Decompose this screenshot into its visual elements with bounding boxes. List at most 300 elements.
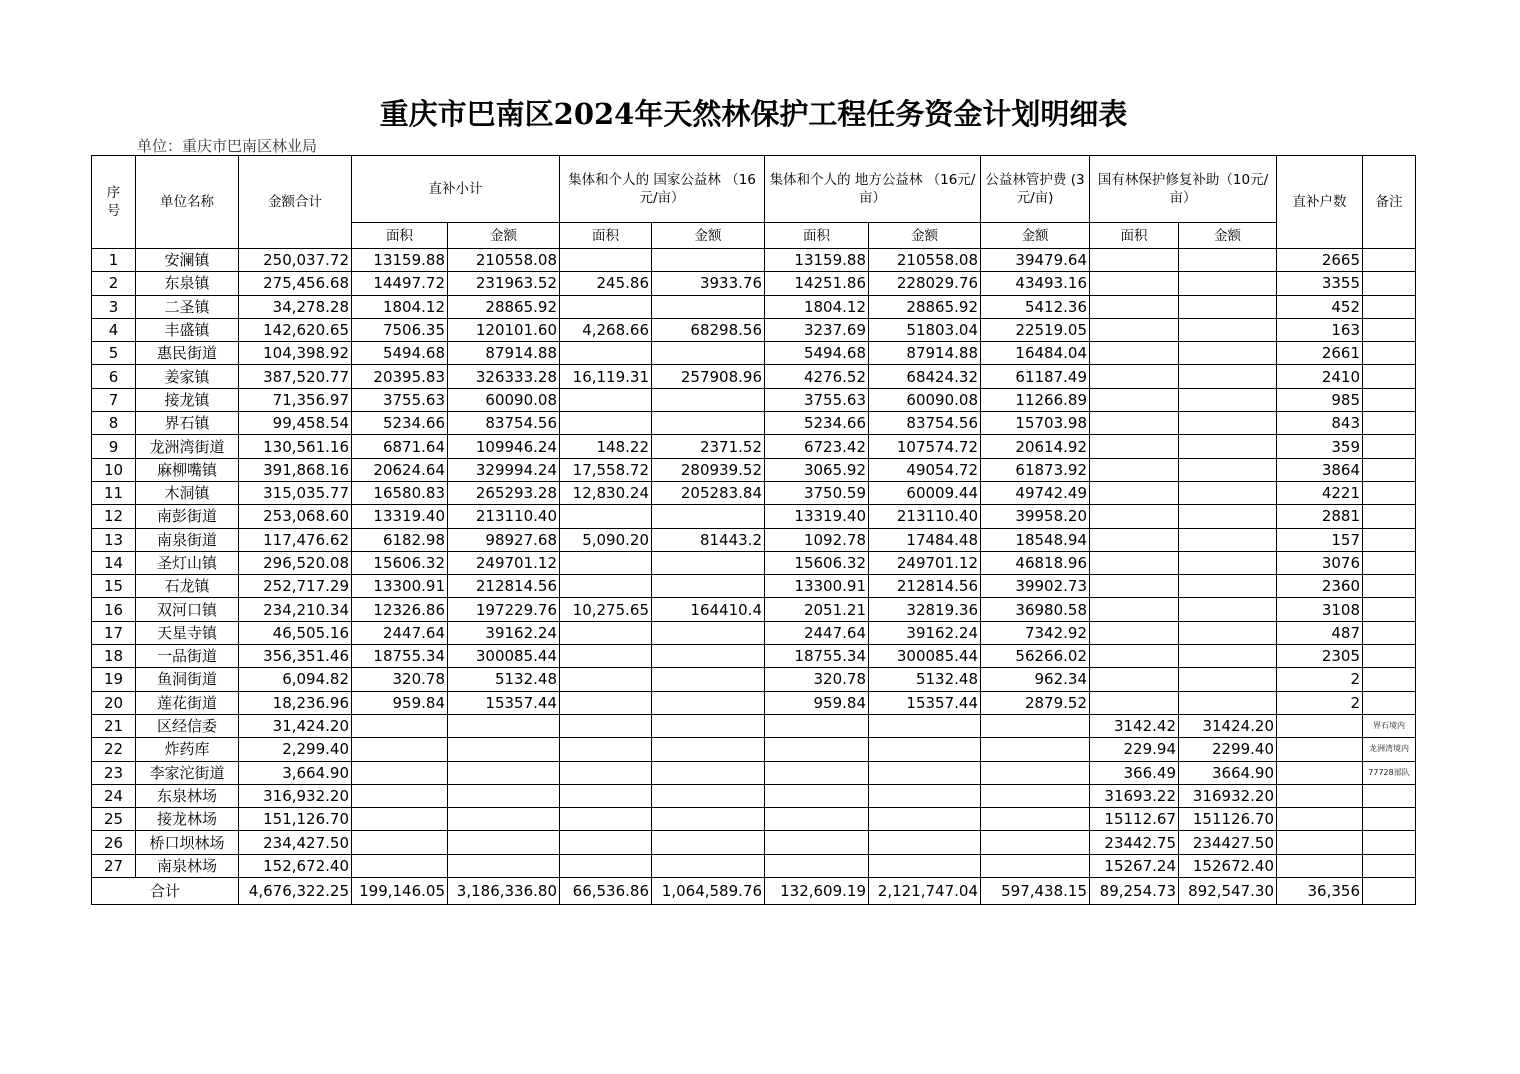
seq-cell: 27 xyxy=(92,854,136,877)
state-amount-cell: 234427.50 xyxy=(1179,831,1277,854)
seq-cell: 13 xyxy=(92,528,136,551)
direct-area-cell: 1804.12 xyxy=(352,295,448,318)
households-cell: 3108 xyxy=(1277,598,1363,621)
national-area-cell xyxy=(560,645,652,668)
national-amount-cell xyxy=(652,388,765,411)
totals-label: 合计 xyxy=(92,878,239,905)
remark-cell xyxy=(1363,551,1416,574)
remark-cell xyxy=(1363,505,1416,528)
state-amount-cell xyxy=(1179,295,1277,318)
seq-cell: 26 xyxy=(92,831,136,854)
local-area-cell: 2447.64 xyxy=(765,621,869,644)
state-amount-cell: 316932.20 xyxy=(1179,784,1277,807)
state-area-cell xyxy=(1090,435,1179,458)
header-remark: 备注 xyxy=(1363,156,1416,249)
national-amount-cell: 280939.52 xyxy=(652,458,765,481)
direct-amount-cell: 329994.24 xyxy=(448,458,560,481)
national-amount-cell xyxy=(652,808,765,831)
local-amount-cell: 228029.76 xyxy=(869,272,981,295)
direct-amount-cell: 15357.44 xyxy=(448,691,560,714)
header-local-amount: 金额 xyxy=(869,223,981,249)
name-cell: 区经信委 xyxy=(136,714,239,737)
header-state-amount: 金额 xyxy=(1179,223,1277,249)
direct-amount-cell xyxy=(448,808,560,831)
name-cell: 南彭街道 xyxy=(136,505,239,528)
national-area-cell xyxy=(560,342,652,365)
national-amount-cell xyxy=(652,691,765,714)
remark-cell xyxy=(1363,575,1416,598)
total-cell: 2,299.40 xyxy=(239,738,352,761)
mgmt-amount-cell: 18548.94 xyxy=(981,528,1090,551)
households-cell xyxy=(1277,738,1363,761)
state-amount-cell xyxy=(1179,272,1277,295)
name-cell: 丰盛镇 xyxy=(136,318,239,341)
table-row xyxy=(92,714,1416,737)
seq-cell: 22 xyxy=(92,738,136,761)
state-area-cell xyxy=(1090,295,1179,318)
local-area-cell xyxy=(765,784,869,807)
national-amount-cell xyxy=(652,854,765,877)
local-amount-cell: 300085.44 xyxy=(869,645,981,668)
table-row xyxy=(92,645,1416,668)
name-cell: 双河口镇 xyxy=(136,598,239,621)
header-row-1 xyxy=(92,156,1416,223)
direct-amount-cell: 265293.28 xyxy=(448,481,560,504)
state-area-cell xyxy=(1090,668,1179,691)
households-cell: 3355 xyxy=(1277,272,1363,295)
households-cell: 2 xyxy=(1277,691,1363,714)
seq-cell: 3 xyxy=(92,295,136,318)
totals-households-cell: 36,356 xyxy=(1277,878,1363,905)
local-amount-cell xyxy=(869,854,981,877)
direct-area-cell xyxy=(352,831,448,854)
households-cell xyxy=(1277,714,1363,737)
local-area-cell: 3750.59 xyxy=(765,481,869,504)
state-area-cell xyxy=(1090,249,1179,272)
table-row xyxy=(92,598,1416,621)
header-total: 金额合计 xyxy=(239,156,352,249)
state-area-cell xyxy=(1090,412,1179,435)
local-area-cell xyxy=(765,761,869,784)
direct-amount-cell: 213110.40 xyxy=(448,505,560,528)
state-area-cell xyxy=(1090,528,1179,551)
table-row xyxy=(92,738,1416,761)
table-body xyxy=(92,156,1416,905)
direct-area-cell: 12326.86 xyxy=(352,598,448,621)
direct-area-cell: 14497.72 xyxy=(352,272,448,295)
total-cell: 250,037.72 xyxy=(239,249,352,272)
state-area-cell xyxy=(1090,691,1179,714)
local-area-cell: 6723.42 xyxy=(765,435,869,458)
national-area-cell xyxy=(560,854,652,877)
remark-cell xyxy=(1363,342,1416,365)
mgmt-amount-cell xyxy=(981,761,1090,784)
state-amount-cell xyxy=(1179,528,1277,551)
state-amount-cell xyxy=(1179,318,1277,341)
total-cell: 391,868.16 xyxy=(239,458,352,481)
table-row xyxy=(92,551,1416,574)
direct-amount-cell: 109946.24 xyxy=(448,435,560,458)
seq-cell: 24 xyxy=(92,784,136,807)
national-amount-cell: 68298.56 xyxy=(652,318,765,341)
local-area-cell xyxy=(765,808,869,831)
local-amount-cell xyxy=(869,808,981,831)
national-amount-cell xyxy=(652,738,765,761)
header-seq: 序号 xyxy=(92,156,136,249)
mgmt-amount-cell: 962.34 xyxy=(981,668,1090,691)
remark-cell xyxy=(1363,272,1416,295)
direct-area-cell: 18755.34 xyxy=(352,645,448,668)
table-row xyxy=(92,481,1416,504)
mgmt-amount-cell xyxy=(981,714,1090,737)
remark-cell xyxy=(1363,598,1416,621)
mgmt-amount-cell: 36980.58 xyxy=(981,598,1090,621)
direct-amount-cell: 231963.52 xyxy=(448,272,560,295)
table-row xyxy=(92,528,1416,551)
direct-area-cell: 13300.91 xyxy=(352,575,448,598)
state-amount-cell xyxy=(1179,249,1277,272)
state-area-cell xyxy=(1090,318,1179,341)
direct-amount-cell xyxy=(448,761,560,784)
header-local: 集体和个人的 地方公益林 （16元/亩） xyxy=(765,156,981,223)
total-cell: 356,351.46 xyxy=(239,645,352,668)
households-cell xyxy=(1277,761,1363,784)
total-cell: 71,356.97 xyxy=(239,388,352,411)
direct-amount-cell: 98927.68 xyxy=(448,528,560,551)
state-amount-cell xyxy=(1179,458,1277,481)
direct-area-cell: 20624.64 xyxy=(352,458,448,481)
national-area-cell: 4,268.66 xyxy=(560,318,652,341)
local-amount-cell: 83754.56 xyxy=(869,412,981,435)
direct-amount-cell: 210558.08 xyxy=(448,249,560,272)
local-amount-cell: 49054.72 xyxy=(869,458,981,481)
table-row xyxy=(92,318,1416,341)
name-cell: 木洞镇 xyxy=(136,481,239,504)
direct-area-cell: 13319.40 xyxy=(352,505,448,528)
households-cell: 2410 xyxy=(1277,365,1363,388)
total-cell: 99,458.54 xyxy=(239,412,352,435)
seq-cell: 11 xyxy=(92,481,136,504)
state-amount-cell: 31424.20 xyxy=(1179,714,1277,737)
state-amount-cell xyxy=(1179,435,1277,458)
mgmt-amount-cell: 7342.92 xyxy=(981,621,1090,644)
state-amount-cell xyxy=(1179,551,1277,574)
national-area-cell xyxy=(560,668,652,691)
direct-area-cell xyxy=(352,761,448,784)
seq-cell: 10 xyxy=(92,458,136,481)
state-area-cell xyxy=(1090,481,1179,504)
national-area-cell xyxy=(560,412,652,435)
households-cell xyxy=(1277,831,1363,854)
local-amount-cell xyxy=(869,831,981,854)
seq-cell: 17 xyxy=(92,621,136,644)
direct-amount-cell: 87914.88 xyxy=(448,342,560,365)
name-cell: 二圣镇 xyxy=(136,295,239,318)
state-area-cell: 229.94 xyxy=(1090,738,1179,761)
name-cell: 麻柳嘴镇 xyxy=(136,458,239,481)
remark-cell xyxy=(1363,668,1416,691)
local-area-cell xyxy=(765,738,869,761)
name-cell: 东泉林场 xyxy=(136,784,239,807)
total-cell: 130,561.16 xyxy=(239,435,352,458)
total-cell: 387,520.77 xyxy=(239,365,352,388)
header-mgmt-amount: 金额 xyxy=(981,223,1090,249)
mgmt-amount-cell: 46818.96 xyxy=(981,551,1090,574)
mgmt-amount-cell: 11266.89 xyxy=(981,388,1090,411)
national-area-cell xyxy=(560,761,652,784)
name-cell: 界石镇 xyxy=(136,412,239,435)
table-row xyxy=(92,691,1416,714)
direct-amount-cell xyxy=(448,831,560,854)
households-cell: 2360 xyxy=(1277,575,1363,598)
state-area-cell xyxy=(1090,575,1179,598)
households-cell: 487 xyxy=(1277,621,1363,644)
state-amount-cell: 151126.70 xyxy=(1179,808,1277,831)
header-national: 集体和个人的 国家公益林 （16元/亩） xyxy=(560,156,765,223)
national-area-cell xyxy=(560,621,652,644)
state-area-cell xyxy=(1090,365,1179,388)
local-area-cell: 14251.86 xyxy=(765,272,869,295)
remark-cell xyxy=(1363,249,1416,272)
mgmt-amount-cell: 39479.64 xyxy=(981,249,1090,272)
total-cell: 315,035.77 xyxy=(239,481,352,504)
table-row xyxy=(92,761,1416,784)
total-cell: 151,126.70 xyxy=(239,808,352,831)
seq-cell: 15 xyxy=(92,575,136,598)
mgmt-amount-cell xyxy=(981,784,1090,807)
mgmt-amount-cell: 61187.49 xyxy=(981,365,1090,388)
mgmt-amount-cell: 39902.73 xyxy=(981,575,1090,598)
local-amount-cell: 32819.36 xyxy=(869,598,981,621)
national-area-cell: 16,119.31 xyxy=(560,365,652,388)
mgmt-amount-cell: 2879.52 xyxy=(981,691,1090,714)
households-cell: 2305 xyxy=(1277,645,1363,668)
remark-cell xyxy=(1363,784,1416,807)
remark-cell xyxy=(1363,412,1416,435)
households-cell xyxy=(1277,808,1363,831)
totals-state-area-cell: 89,254.73 xyxy=(1090,878,1179,905)
national-amount-cell xyxy=(652,645,765,668)
remark-cell: 77728部队 xyxy=(1363,761,1416,784)
direct-area-cell xyxy=(352,854,448,877)
header-national-amount: 金额 xyxy=(652,223,765,249)
national-amount-cell: 205283.84 xyxy=(652,481,765,504)
national-area-cell xyxy=(560,388,652,411)
national-area-cell: 5,090.20 xyxy=(560,528,652,551)
total-cell: 253,068.60 xyxy=(239,505,352,528)
state-amount-cell xyxy=(1179,412,1277,435)
households-cell: 2 xyxy=(1277,668,1363,691)
local-area-cell: 1804.12 xyxy=(765,295,869,318)
header-name: 单位名称 xyxy=(136,156,239,249)
name-cell: 安澜镇 xyxy=(136,249,239,272)
direct-amount-cell: 83754.56 xyxy=(448,412,560,435)
total-cell: 104,398.92 xyxy=(239,342,352,365)
state-area-cell: 3142.42 xyxy=(1090,714,1179,737)
local-area-cell: 3755.63 xyxy=(765,388,869,411)
remark-cell xyxy=(1363,854,1416,877)
direct-amount-cell: 5132.48 xyxy=(448,668,560,691)
national-area-cell xyxy=(560,738,652,761)
national-area-cell xyxy=(560,249,652,272)
seq-cell: 19 xyxy=(92,668,136,691)
table-row xyxy=(92,342,1416,365)
direct-area-cell: 3755.63 xyxy=(352,388,448,411)
state-area-cell xyxy=(1090,621,1179,644)
national-amount-cell xyxy=(652,412,765,435)
national-amount-cell: 81443.2 xyxy=(652,528,765,551)
local-amount-cell xyxy=(869,738,981,761)
table-row xyxy=(92,575,1416,598)
total-cell: 6,094.82 xyxy=(239,668,352,691)
households-cell xyxy=(1277,854,1363,877)
totals-national-area-cell: 66,536.86 xyxy=(560,878,652,905)
header-national-area: 面积 xyxy=(560,223,652,249)
state-area-cell xyxy=(1090,272,1179,295)
national-amount-cell: 257908.96 xyxy=(652,365,765,388)
national-area-cell: 148.22 xyxy=(560,435,652,458)
national-amount-cell xyxy=(652,342,765,365)
state-amount-cell xyxy=(1179,691,1277,714)
direct-amount-cell xyxy=(448,784,560,807)
direct-amount-cell: 249701.12 xyxy=(448,551,560,574)
remark-cell: 界石境内 xyxy=(1363,714,1416,737)
name-cell: 石龙镇 xyxy=(136,575,239,598)
national-area-cell xyxy=(560,808,652,831)
totals-direct-area-cell: 199,146.05 xyxy=(352,878,448,905)
national-area-cell: 12,830.24 xyxy=(560,481,652,504)
name-cell: 桥口坝林场 xyxy=(136,831,239,854)
direct-area-cell: 6182.98 xyxy=(352,528,448,551)
total-cell: 234,427.50 xyxy=(239,831,352,854)
local-amount-cell: 249701.12 xyxy=(869,551,981,574)
totals-direct-amount-cell: 3,186,336.80 xyxy=(448,878,560,905)
remark-cell xyxy=(1363,435,1416,458)
total-cell: 275,456.68 xyxy=(239,272,352,295)
remark-cell xyxy=(1363,318,1416,341)
seq-cell: 4 xyxy=(92,318,136,341)
table-row xyxy=(92,388,1416,411)
local-area-cell: 959.84 xyxy=(765,691,869,714)
table-row xyxy=(92,808,1416,831)
name-cell: 接龙镇 xyxy=(136,388,239,411)
mgmt-amount-cell: 39958.20 xyxy=(981,505,1090,528)
name-cell: 炸药库 xyxy=(136,738,239,761)
state-amount-cell xyxy=(1179,575,1277,598)
state-area-cell xyxy=(1090,645,1179,668)
seq-cell: 1 xyxy=(92,249,136,272)
state-area-cell xyxy=(1090,458,1179,481)
local-amount-cell xyxy=(869,714,981,737)
local-amount-cell: 51803.04 xyxy=(869,318,981,341)
national-amount-cell xyxy=(652,505,765,528)
remark-cell xyxy=(1363,388,1416,411)
name-cell: 圣灯山镇 xyxy=(136,551,239,574)
remark-cell xyxy=(1363,645,1416,668)
totals-mgmt-amount-cell: 597,438.15 xyxy=(981,878,1090,905)
total-cell: 152,672.40 xyxy=(239,854,352,877)
local-area-cell: 320.78 xyxy=(765,668,869,691)
mgmt-amount-cell: 49742.49 xyxy=(981,481,1090,504)
local-area-cell: 3237.69 xyxy=(765,318,869,341)
local-amount-cell xyxy=(869,761,981,784)
national-amount-cell xyxy=(652,761,765,784)
totals-local-amount-cell: 2,121,747.04 xyxy=(869,878,981,905)
total-cell: 31,424.20 xyxy=(239,714,352,737)
state-area-cell: 15267.24 xyxy=(1090,854,1179,877)
mgmt-amount-cell: 43493.16 xyxy=(981,272,1090,295)
table-row xyxy=(92,831,1416,854)
local-area-cell xyxy=(765,831,869,854)
households-cell: 2661 xyxy=(1277,342,1363,365)
state-area-cell: 23442.75 xyxy=(1090,831,1179,854)
state-amount-cell xyxy=(1179,388,1277,411)
national-area-cell: 245.86 xyxy=(560,272,652,295)
header-state-area: 面积 xyxy=(1090,223,1179,249)
national-area-cell xyxy=(560,295,652,318)
direct-amount-cell: 300085.44 xyxy=(448,645,560,668)
table-row xyxy=(92,505,1416,528)
national-amount-cell xyxy=(652,784,765,807)
mgmt-amount-cell xyxy=(981,854,1090,877)
seq-cell: 20 xyxy=(92,691,136,714)
totals-local-area-cell: 132,609.19 xyxy=(765,878,869,905)
total-cell: 117,476.62 xyxy=(239,528,352,551)
direct-area-cell: 20395.83 xyxy=(352,365,448,388)
totals-state-amount-cell: 892,547.30 xyxy=(1179,878,1277,905)
name-cell: 莲花街道 xyxy=(136,691,239,714)
seq-cell: 9 xyxy=(92,435,136,458)
local-amount-cell: 60009.44 xyxy=(869,481,981,504)
households-cell: 452 xyxy=(1277,295,1363,318)
remark-cell xyxy=(1363,295,1416,318)
table-row xyxy=(92,365,1416,388)
direct-area-cell: 959.84 xyxy=(352,691,448,714)
seq-cell: 6 xyxy=(92,365,136,388)
direct-area-cell: 2447.64 xyxy=(352,621,448,644)
direct-amount-cell: 39162.24 xyxy=(448,621,560,644)
state-amount-cell xyxy=(1179,505,1277,528)
direct-amount-cell xyxy=(448,714,560,737)
header-local-area: 面积 xyxy=(765,223,869,249)
seq-cell: 16 xyxy=(92,598,136,621)
state-amount-cell xyxy=(1179,645,1277,668)
local-area-cell: 13300.91 xyxy=(765,575,869,598)
direct-amount-cell: 326333.28 xyxy=(448,365,560,388)
remark-cell: 龙洲湾境内 xyxy=(1363,738,1416,761)
seq-cell: 5 xyxy=(92,342,136,365)
national-area-cell xyxy=(560,551,652,574)
direct-amount-cell: 197229.76 xyxy=(448,598,560,621)
mgmt-amount-cell: 56266.02 xyxy=(981,645,1090,668)
table-row xyxy=(92,412,1416,435)
name-cell: 姜家镇 xyxy=(136,365,239,388)
national-amount-cell xyxy=(652,551,765,574)
national-amount-cell xyxy=(652,621,765,644)
direct-amount-cell: 120101.60 xyxy=(448,318,560,341)
direct-area-cell: 16580.83 xyxy=(352,481,448,504)
local-amount-cell: 28865.92 xyxy=(869,295,981,318)
total-cell: 252,717.29 xyxy=(239,575,352,598)
national-amount-cell xyxy=(652,831,765,854)
table-row xyxy=(92,854,1416,877)
mgmt-amount-cell: 61873.92 xyxy=(981,458,1090,481)
national-amount-cell: 164410.4 xyxy=(652,598,765,621)
total-cell: 18,236.96 xyxy=(239,691,352,714)
seq-cell: 7 xyxy=(92,388,136,411)
local-area-cell: 4276.52 xyxy=(765,365,869,388)
table-row xyxy=(92,458,1416,481)
